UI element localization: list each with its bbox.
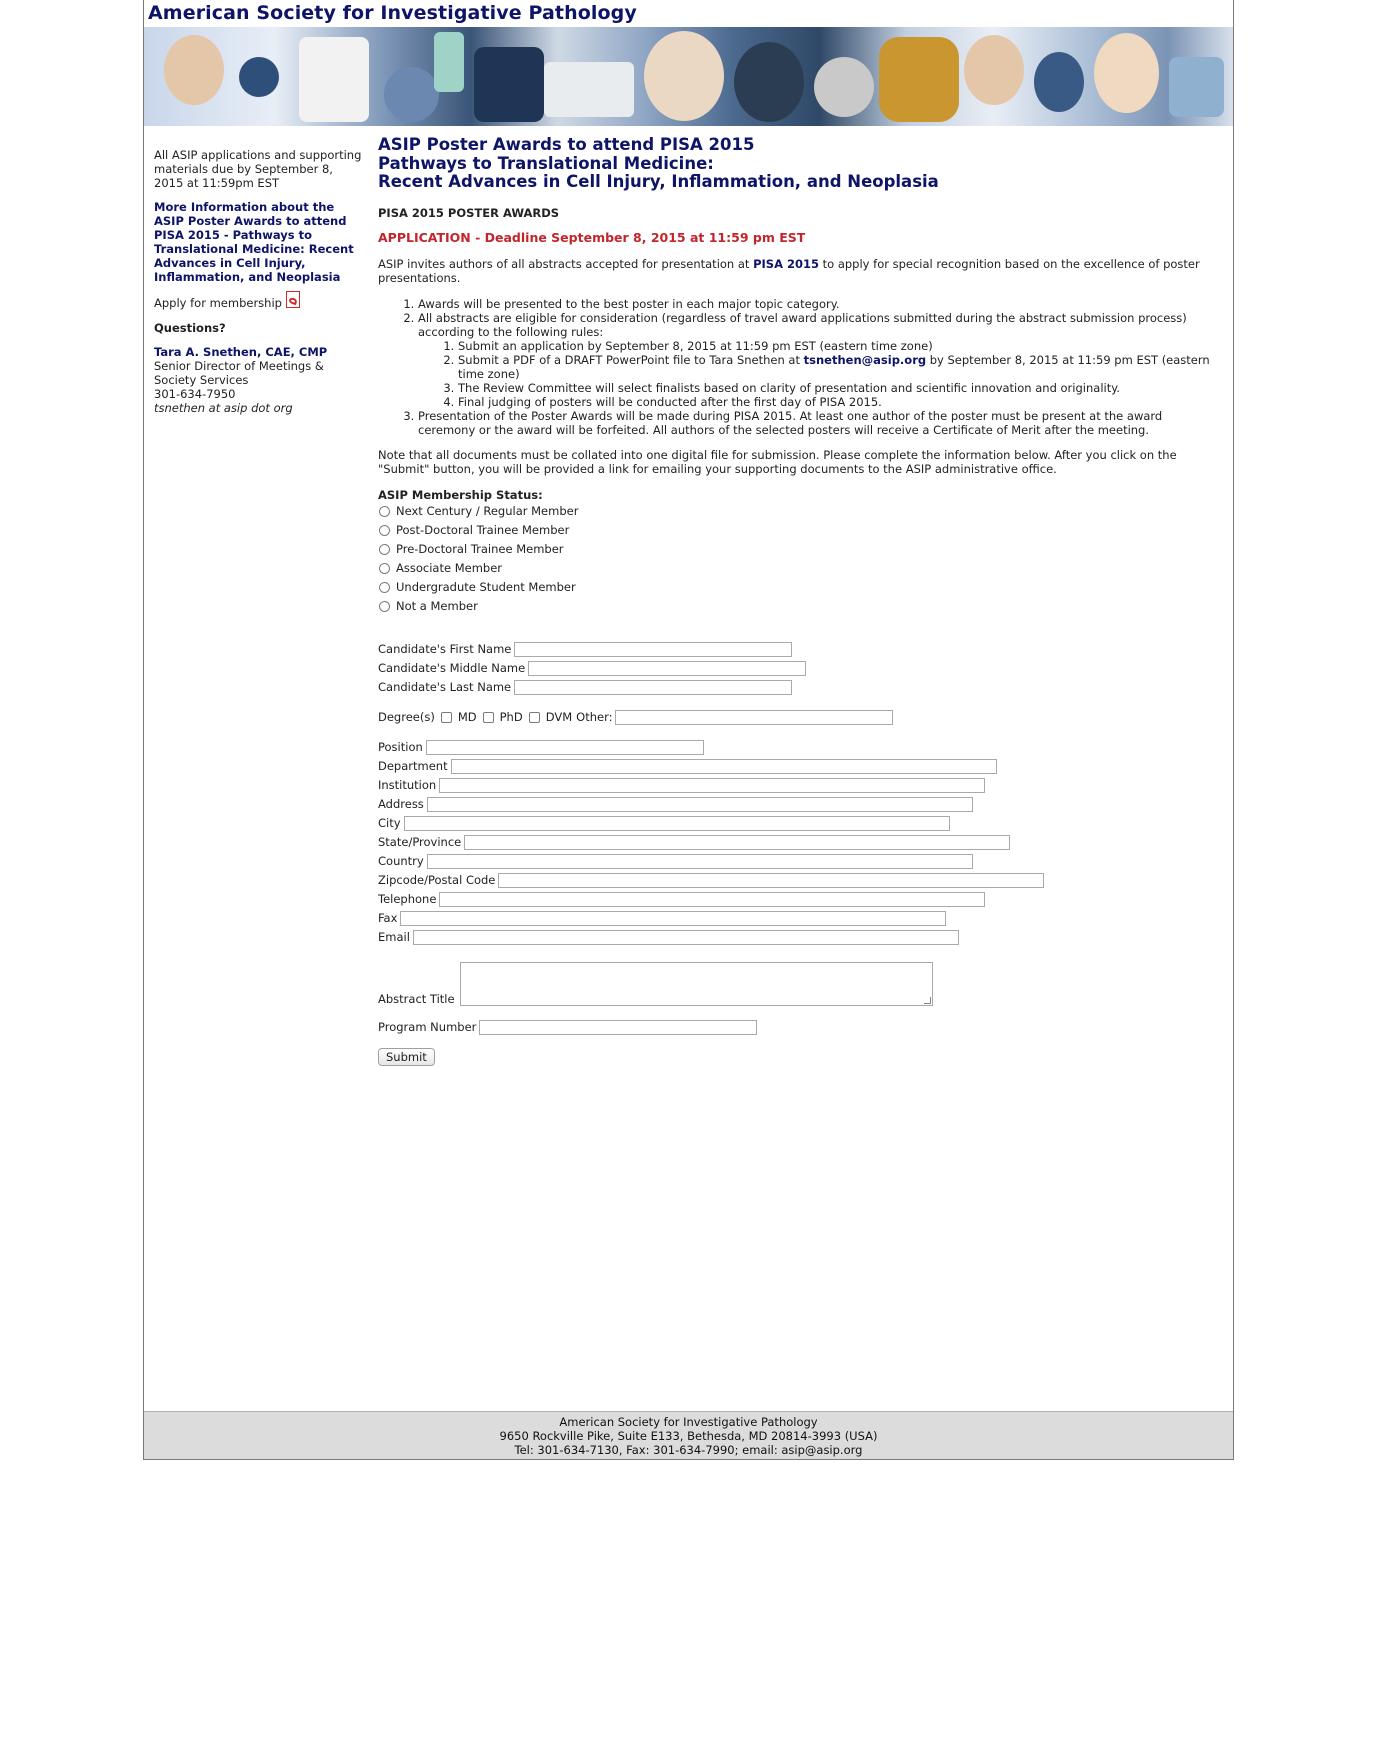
email-label: Email bbox=[378, 930, 410, 944]
program-number-input[interactable] bbox=[479, 1020, 757, 1035]
membership-option[interactable] bbox=[378, 521, 1218, 540]
footer-org-name: American Society for Investigative Pathology bbox=[559, 1415, 818, 1429]
submission-note: Note that all documents must be collated into one digital file for submission. Please complete the information below. After you click on the "Submit" button, you will be provided a link for emailing your supporting documents to the ASIP administrative office. bbox=[378, 447, 1177, 476]
state-label: State/Province bbox=[378, 835, 462, 849]
membership-option[interactable] bbox=[378, 597, 1218, 616]
contact-fields bbox=[378, 738, 1218, 947]
degrees-label: Degree(s) bbox=[378, 710, 435, 724]
intro-paragraph bbox=[378, 257, 1218, 285]
abstract-title-row bbox=[378, 962, 1218, 1006]
questions-label: Questions? bbox=[154, 321, 226, 335]
membership-radio-group bbox=[378, 502, 1218, 616]
radio-button[interactable] bbox=[379, 525, 390, 536]
intro-text: ASIP invites authors of all abstracts accepted for presentation at bbox=[378, 256, 754, 271]
fax-input[interactable] bbox=[400, 911, 946, 926]
sub-rules-list bbox=[418, 339, 1218, 409]
page-container bbox=[143, 0, 1234, 1460]
radio-label: Post-Doctoral Trainee Member bbox=[396, 523, 570, 537]
country-label: Country bbox=[378, 854, 424, 868]
sub-rule-item bbox=[458, 353, 1218, 381]
country-input[interactable] bbox=[427, 854, 973, 869]
pdf-icon[interactable] bbox=[286, 291, 300, 308]
state-input[interactable] bbox=[464, 835, 1010, 850]
address-input[interactable] bbox=[427, 797, 973, 812]
site-title: American Society for Investigative Pathology bbox=[148, 2, 637, 24]
middle-name-input[interactable] bbox=[528, 661, 806, 676]
apply-membership-row[interactable] bbox=[154, 294, 364, 311]
rules-list bbox=[378, 297, 1218, 437]
email-input[interactable] bbox=[413, 930, 959, 945]
dvm-checkbox[interactable] bbox=[529, 712, 540, 723]
sidebar-deadline-text: All ASIP applications and supporting materials due by September 8, 2015 at 11:59pm EST bbox=[154, 148, 362, 190]
md-checkbox[interactable] bbox=[441, 712, 452, 723]
contact-name: Tara A. Snethen, CAE, CMP bbox=[154, 345, 328, 359]
department-label: Department bbox=[378, 759, 448, 773]
intro-text-end: to apply for special recognition based on the excellence of poster presentations. bbox=[378, 256, 1200, 285]
radio-label: Undergradute Student Member bbox=[396, 580, 576, 594]
section-subheading: PISA 2015 POSTER AWARDS bbox=[378, 205, 560, 220]
rule-item bbox=[418, 311, 1218, 409]
institution-input[interactable] bbox=[439, 778, 985, 793]
footer bbox=[144, 1411, 1233, 1459]
abstract-title-textarea[interactable] bbox=[460, 962, 933, 1006]
page-title-line-1: ASIP Poster Awards to attend PISA 2015 bbox=[378, 135, 755, 154]
telephone-input[interactable] bbox=[439, 892, 985, 907]
sub-rule-text-end: by September 8, 2015 at 11:59 pm EST (eastern time zone) bbox=[458, 352, 1210, 381]
zip-label: Zipcode/Postal Code bbox=[378, 873, 496, 887]
radio-button[interactable] bbox=[379, 506, 390, 517]
contact-title-2: Society Services bbox=[154, 373, 249, 387]
sub-rule-item: 1. Submit an application by September 8, 2015 at 11:59 pm EST (eastern time zone) bbox=[458, 339, 1218, 353]
last-name-label: Candidate's Last Name bbox=[378, 680, 512, 694]
fax-label: Fax bbox=[378, 911, 398, 925]
abstract-title-label: Abstract Title bbox=[378, 991, 455, 1006]
page-title bbox=[378, 136, 1218, 192]
contact-phone: 301-634-7950 bbox=[154, 387, 236, 401]
application-deadline: APPLICATION - Deadline September 8, 2015 at 11:59 pm EST bbox=[378, 229, 806, 245]
name-fields bbox=[378, 640, 1218, 697]
radio-label: Next Century / Regular Member bbox=[396, 504, 579, 518]
submit-button[interactable]: Submit bbox=[378, 1048, 435, 1066]
position-input[interactable] bbox=[426, 740, 704, 755]
rule-item: 3. Presentation of the Poster Awards will be made during PISA 2015. At least one author of the poster must be present at the award ceremony or the award will be forfeited. All authors of the selected posters will receive a Certificate of Merit after the meeting. bbox=[418, 409, 1218, 437]
phd-checkbox[interactable] bbox=[483, 712, 494, 723]
apply-membership-link[interactable]: Apply for membership bbox=[154, 295, 282, 310]
rule-text: All abstracts are eligible for consideration (regardless of travel award applications submitted during the abstract submission process) according to the following rules: bbox=[418, 310, 1187, 339]
zip-input[interactable] bbox=[498, 873, 1044, 888]
radio-button[interactable] bbox=[379, 582, 390, 593]
rule-item: 1. Awards will be presented to the best poster in each major topic category. bbox=[418, 297, 1218, 311]
other-degree-input[interactable] bbox=[615, 710, 893, 725]
footer-contact: Tel: 301-634-7130, Fax: 301-634-7990; email: asip@asip.org bbox=[514, 1443, 863, 1457]
email-link[interactable]: tsnethen@asip.org bbox=[803, 352, 927, 367]
contact-title: Senior Director of Meetings & bbox=[154, 359, 324, 373]
address-label: Address bbox=[378, 797, 424, 811]
last-name-input[interactable] bbox=[514, 680, 792, 695]
department-input[interactable] bbox=[451, 759, 997, 774]
radio-label: Pre-Doctoral Trainee Member bbox=[396, 542, 564, 556]
contact-email: tsnethen at asip dot org bbox=[154, 401, 293, 415]
program-number-label: Program Number bbox=[378, 1020, 477, 1034]
md-label: MD bbox=[457, 710, 477, 724]
page-title-line-3: Recent Advances in Cell Injury, Inflammation, and Neoplasia bbox=[378, 172, 939, 191]
city-input[interactable] bbox=[404, 816, 950, 831]
more-info-link[interactable]: More Information about the ASIP Poster Awards to attend PISA 2015 - Pathways to Translational Medicine: Recent Advances in Cell Injury, Inflammation, and Neoplasia bbox=[154, 200, 354, 284]
sub-rule-item: 3. The Review Committee will select finalists based on clarity of presentation and scientific innovation and originality. bbox=[458, 381, 1218, 395]
phd-label: PhD bbox=[499, 710, 523, 724]
radio-button[interactable] bbox=[379, 601, 390, 612]
main-content bbox=[378, 136, 1218, 1066]
radio-label: Not a Member bbox=[396, 599, 478, 613]
program-number-row bbox=[378, 1018, 1218, 1037]
membership-status-label: ASIP Membership Status: bbox=[378, 487, 543, 502]
membership-option[interactable] bbox=[378, 559, 1218, 578]
membership-option[interactable] bbox=[378, 578, 1218, 597]
radio-button[interactable] bbox=[379, 544, 390, 555]
sidebar bbox=[154, 148, 364, 415]
other-label: Other: bbox=[576, 710, 613, 724]
membership-option[interactable] bbox=[378, 502, 1218, 521]
header-banner-image bbox=[144, 27, 1233, 126]
page-title-line-2: Pathways to Translational Medicine: bbox=[378, 153, 714, 173]
position-label: Position bbox=[378, 740, 423, 754]
sub-rule-text: Submit a PDF of a DRAFT PowerPoint file to Tara Snethen at bbox=[458, 352, 804, 367]
footer-address: 9650 Rockville Pike, Suite E133, Bethesda, MD 20814-3993 (USA) bbox=[499, 1429, 878, 1443]
degrees-row bbox=[378, 708, 1218, 727]
radio-label: Associate Member bbox=[396, 561, 502, 575]
middle-name-label: Candidate's Middle Name bbox=[378, 661, 526, 675]
first-name-label: Candidate's First Name bbox=[378, 642, 512, 656]
first-name-input[interactable] bbox=[514, 642, 792, 657]
institution-label: Institution bbox=[378, 778, 437, 792]
radio-button[interactable] bbox=[379, 563, 390, 574]
city-label: City bbox=[378, 816, 401, 830]
dvm-label: DVM bbox=[545, 710, 573, 724]
sub-rule-item: 4. Final judging of posters will be conducted after the first day of PISA 2015. bbox=[458, 395, 1218, 409]
membership-option[interactable] bbox=[378, 540, 1218, 559]
pisa-link[interactable]: PISA 2015 bbox=[753, 256, 819, 271]
telephone-label: Telephone bbox=[378, 892, 437, 906]
